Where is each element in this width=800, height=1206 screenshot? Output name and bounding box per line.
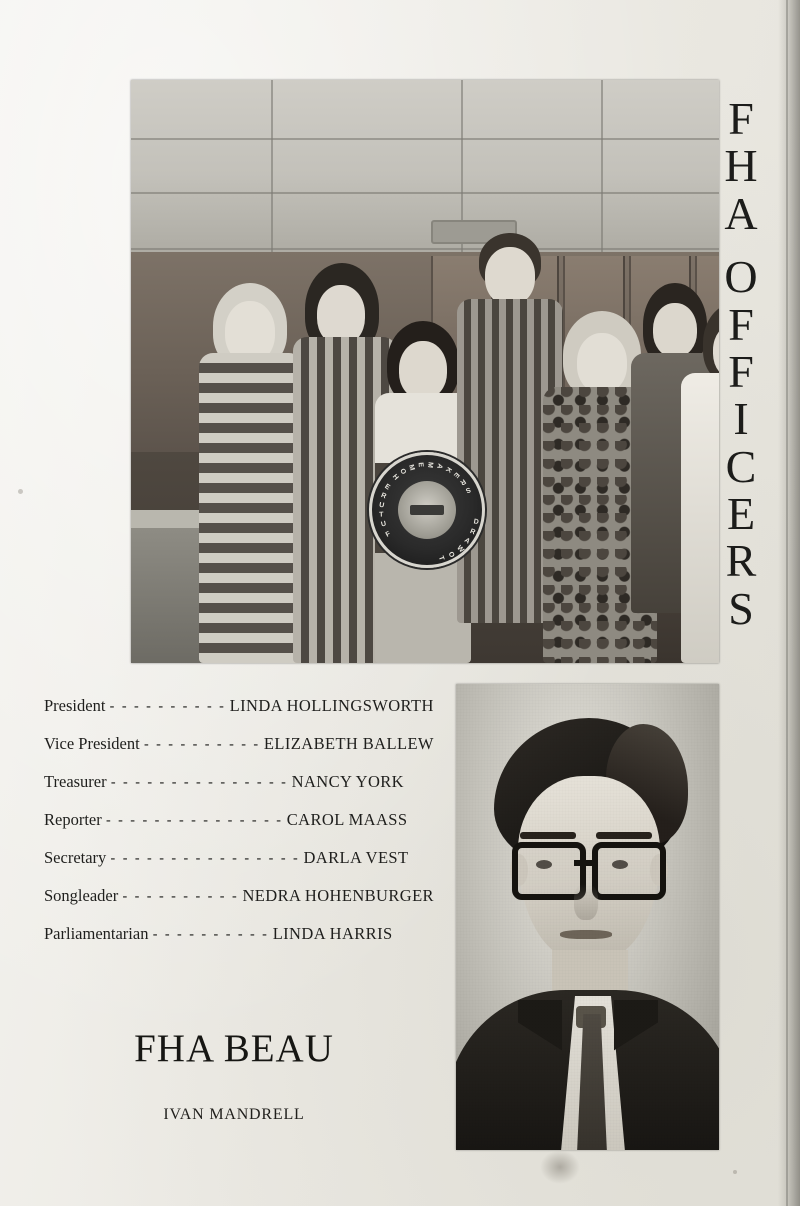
officer-row — [44, 848, 416, 886]
title-letter: F — [728, 298, 754, 350]
officer-role: Songleader — [44, 886, 119, 905]
ceiling-line — [271, 80, 273, 252]
emblem-ring-text: F U T U R E H O M E M A K E R S T O W A R D — [378, 461, 480, 562]
title-letter: E — [726, 488, 756, 539]
officer-row — [44, 924, 416, 962]
eyeglasses-lens-right — [592, 842, 666, 900]
title-letter: H — [724, 140, 758, 192]
paper-smudge — [540, 1150, 580, 1184]
portrait-eyebrow-right — [596, 832, 652, 839]
emblem-center — [398, 481, 456, 539]
portrait-mouth — [560, 930, 612, 939]
paper-speck — [18, 489, 23, 494]
portrait-eyebrow-left — [520, 832, 576, 839]
page-title-vertical — [706, 95, 776, 632]
fha-beau-heading: FHA BEAU — [134, 1027, 334, 1070]
fha-beau-portrait-photo — [456, 684, 719, 1150]
title-letter: F — [728, 345, 754, 397]
fha-emblem — [369, 452, 485, 568]
fha-beau-name: IVAN MANDRELL — [163, 1106, 305, 1123]
officer-name: LINDA HOLLINGSWORTH — [229, 696, 434, 715]
officer-row — [44, 772, 416, 810]
ceiling-line — [131, 138, 719, 140]
ceiling-line — [131, 248, 719, 250]
officer-dashes: - - - - - - - - - - — [109, 698, 226, 715]
officer-role: Vice President — [44, 734, 140, 753]
officer-dashes: - - - - - - - - - - — [152, 926, 269, 943]
eyeglasses-bridge — [574, 860, 594, 866]
title-letter: F — [728, 93, 754, 144]
page-edge-line — [786, 0, 788, 1206]
portrait-nose — [574, 884, 598, 920]
officer-role: Secretary — [44, 848, 107, 867]
officer-name: DARLA VEST — [303, 848, 409, 867]
officer-list — [44, 696, 434, 962]
title-letter: A — [724, 187, 758, 239]
officer-role: Reporter — [44, 810, 102, 829]
officer-name: ELIZABETH BALLEW — [263, 734, 434, 753]
officer-role: Treasurer — [44, 772, 107, 791]
paper-speck — [733, 1170, 737, 1174]
fha-officers-group-photo — [131, 80, 719, 663]
officer-dashes: - - - - - - - - - - — [122, 888, 239, 905]
ceiling — [131, 80, 719, 252]
page-edge-shadow — [778, 0, 800, 1206]
officer-name: CAROL MAASS — [286, 810, 408, 829]
emblem-center-bar — [410, 505, 444, 515]
officer-name: NEDRA HOHENBURGER — [242, 886, 434, 905]
officer-role: Parliamentarian — [44, 924, 149, 943]
officer-role: President — [44, 696, 106, 715]
title-letter: S — [728, 582, 754, 634]
ceiling-line — [601, 80, 603, 252]
officer-row — [44, 734, 434, 772]
title-letter: O — [724, 251, 758, 303]
officer-dashes: - - - - - - - - - - — [143, 736, 260, 753]
officer-dashes: - - - - - - - - - - - - - - - - — [110, 850, 300, 867]
ceiling-line — [131, 192, 719, 194]
officer-row — [44, 886, 434, 924]
title-letter: R — [725, 535, 757, 587]
officer-name: NANCY YORK — [291, 772, 404, 791]
officer-row — [44, 810, 416, 848]
officer-dashes: - - - - - - - - - - - - - - - — [110, 774, 288, 791]
officer-name: LINDA HARRIS — [272, 924, 393, 943]
officer-dashes: - - - - - - - - - - - - - - - — [105, 812, 283, 829]
officer-row — [44, 696, 434, 734]
title-letter: I — [733, 393, 749, 445]
title-letter: C — [725, 440, 757, 492]
